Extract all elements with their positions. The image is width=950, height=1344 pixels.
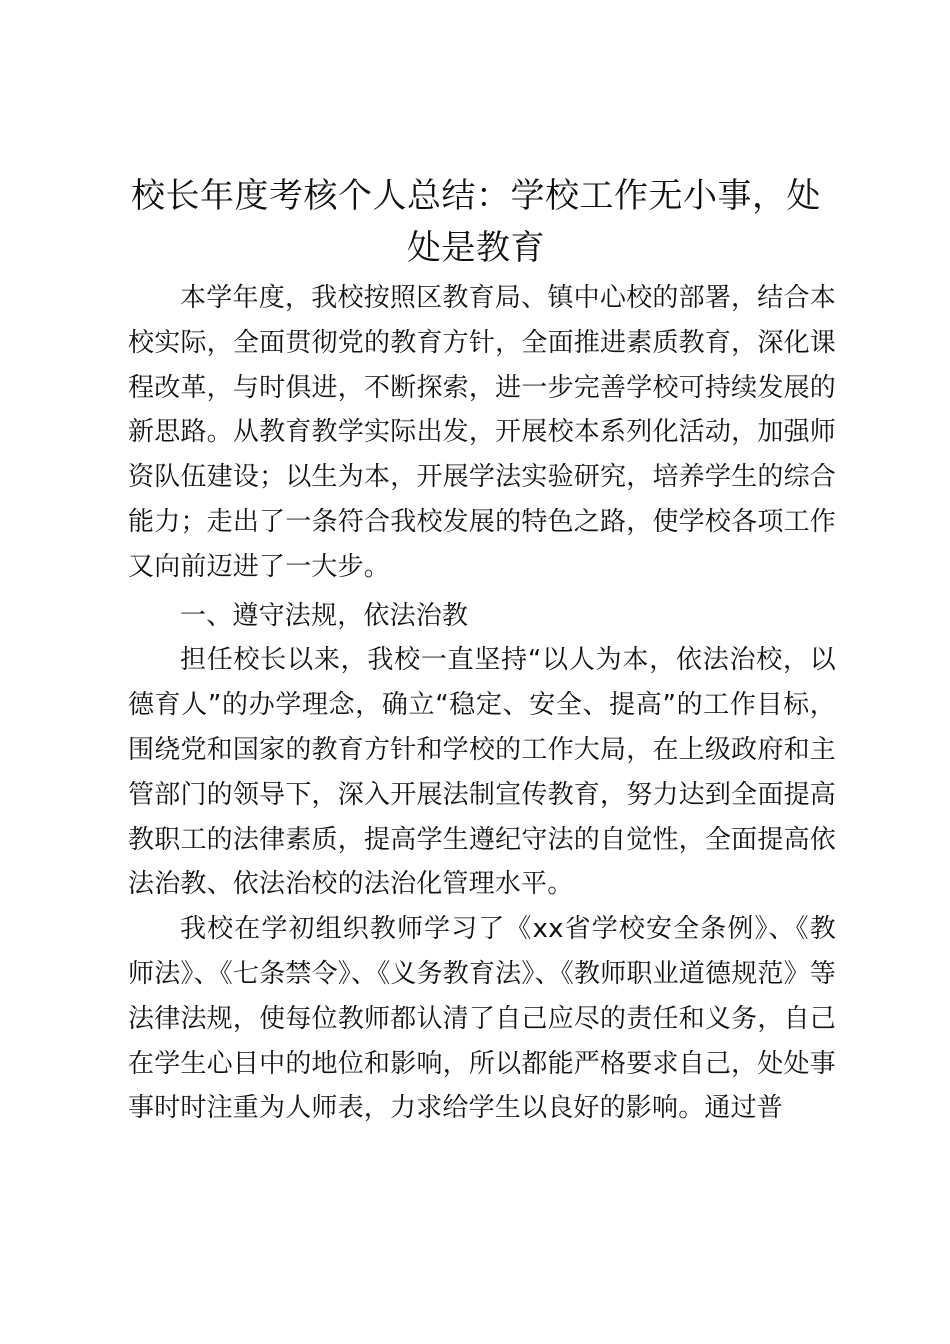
paragraph-intro: 本学年度，我校按照区教育局、镇中心校的部署，结合本校实际，全面贯彻党的教育方针，全面推进素质教育，深化课程改革，与时俱进，不断探索，进一步完善学校可持续发展的新思路。从教育教学实际出发，开展校本系列化活动，加强师资队伍建设；以生为本，开展学法实验研究，培养学生的综合能力；走出了一条符合我校发展的特色之路，使学校各项工作又向前迈进了一大步。	[128, 283, 836, 582]
paragraph-law: 担任校长以来，我校一直坚持“以人为本，依法治校，以德育人”的办学理念，确立“稳定、安全、提高”的工作目标，围绕党和国家的教育方针和学校的工作大局，在上级政府和主管部门的领导下，深入开展法制宣传教育，努力达到全面提高教职工的法律素质，提高学生遵纪守法的自觉性，全面提高依法治教、依法治校的法治化管理水平。	[128, 645, 836, 900]
document-body	[128, 276, 836, 1131]
section-heading: 一、遵守法规，依法治教	[180, 600, 469, 631]
paragraph-study: 我校在学初组织教师学习了《xx省学校安全条例》、《教师法》、《七条禁令》、《义务教育法》、《教师职业道德规范》等法律法规，使每位教师都认清了自己应尽的责任和义务，自己在学生心目中的地位和影响，所以都能严格要求自己，处处事事时时注重为人师表，力求给学生以良好的影响。通过普	[128, 914, 837, 1124]
document-title: 校长年度考核个人总结：学校工作无小事，处处是教育	[131, 176, 821, 268]
